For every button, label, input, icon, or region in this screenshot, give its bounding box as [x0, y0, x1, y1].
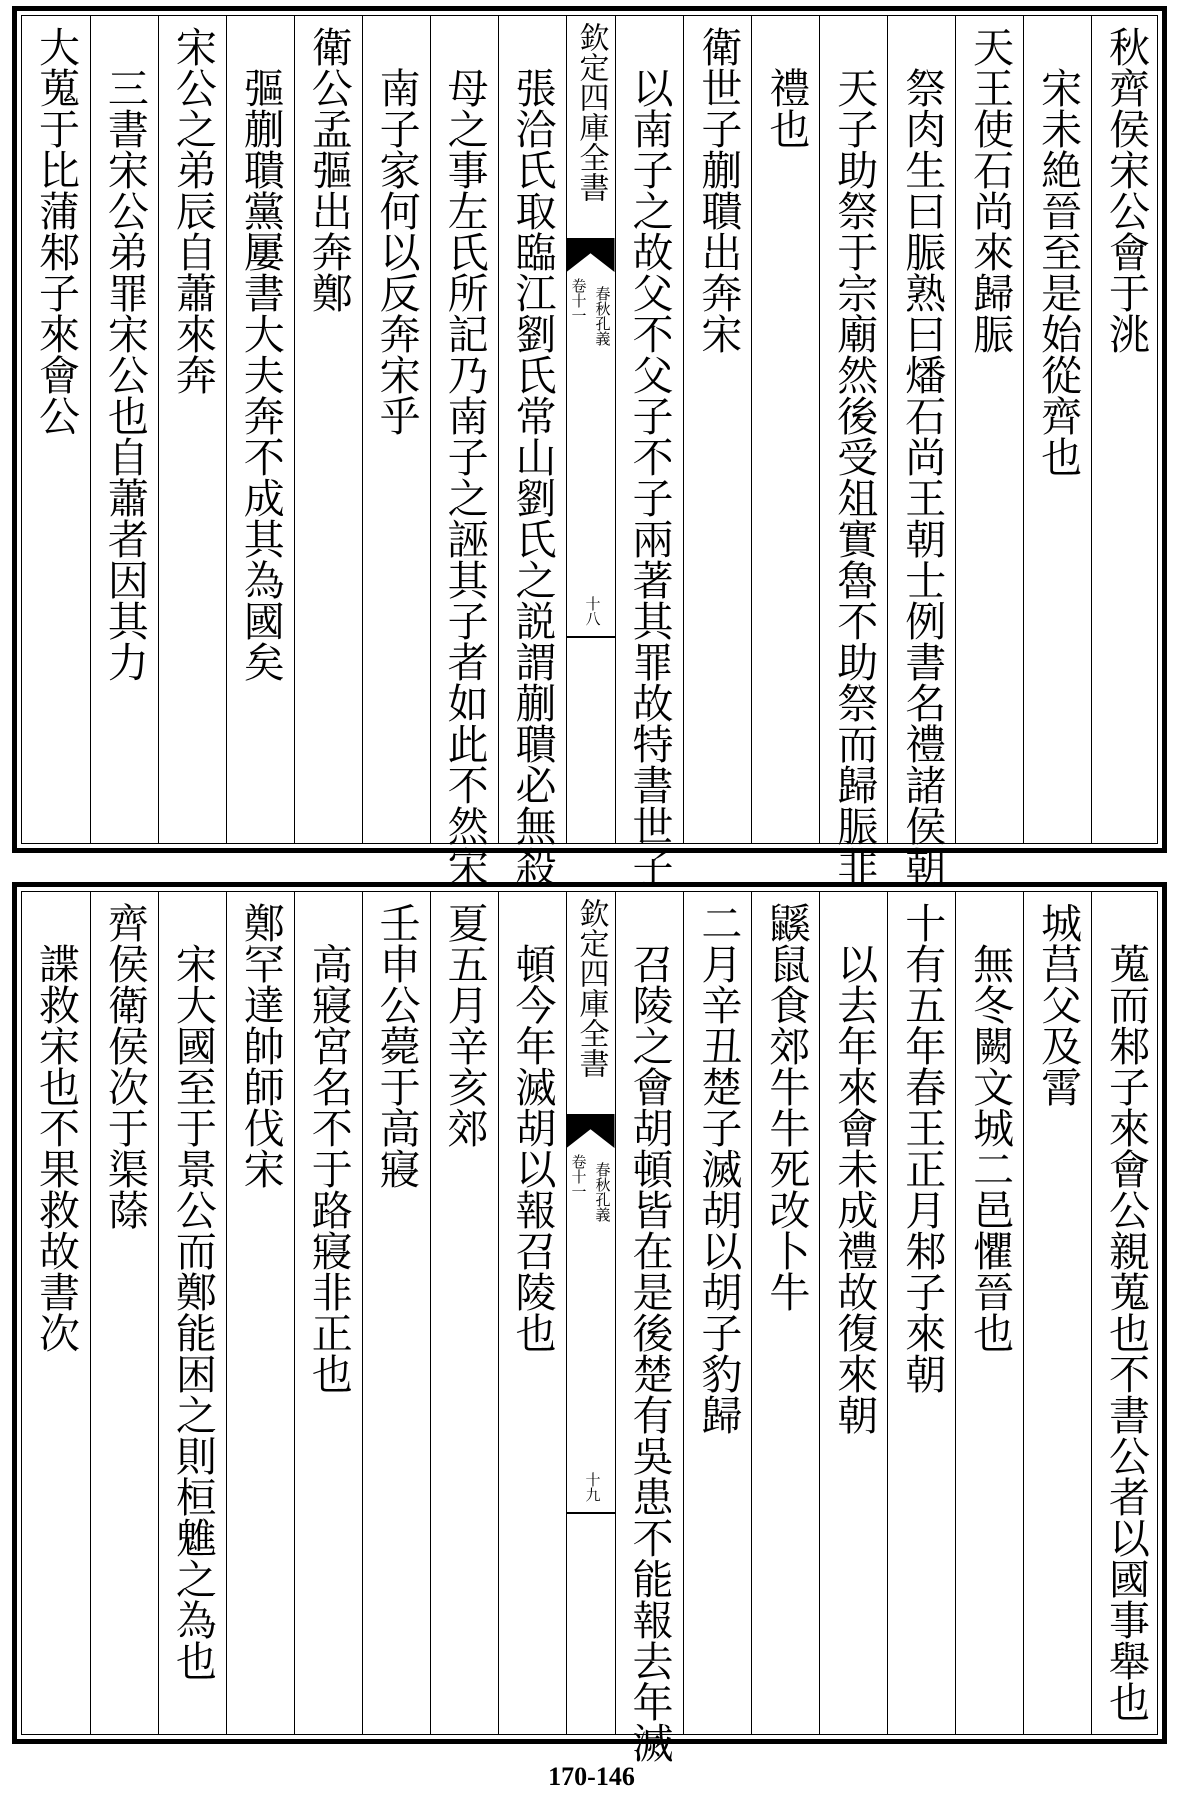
- text-column: [887, 16, 955, 887]
- column-text: 蒐而邾子來會公親蒐也不書公者以國事舉也: [1102, 902, 1151, 1722]
- text-column: [430, 16, 498, 887]
- text-column: [616, 892, 684, 1763]
- text-column: [22, 892, 90, 1734]
- lower-page: [12, 882, 1167, 1763]
- column-text: 祭肉生曰脤熟曰燔石尚王朝士例書名禮諸侯朝: [898, 26, 947, 887]
- column-text: 鼷鼠食郊牛牛死改卜牛: [762, 902, 811, 1312]
- text-column: [90, 892, 158, 1734]
- column-text: 以去年來會未成禮故復來朝: [830, 902, 879, 1435]
- text-column: [751, 892, 819, 1734]
- text-column: [955, 16, 1023, 843]
- text-column: [498, 16, 566, 887]
- page-number: 170-146: [548, 1762, 635, 1791]
- column-text: 齊侯衛侯次于渠蒢: [100, 902, 149, 1230]
- column-text: 張洽氏取臨江劉氏常山劉氏之説謂蒯聵必無殺: [508, 26, 557, 887]
- column-text: 無冬闕文城二邑懼晉也: [966, 902, 1015, 1353]
- column-text: 大蒐于比蒲邾子來會公: [31, 26, 80, 436]
- text-column: [430, 892, 498, 1734]
- column-text: 禮也: [762, 26, 811, 149]
- upper-page: [12, 6, 1167, 887]
- upper-page-frame: [21, 15, 1158, 887]
- folio-rule: [567, 1512, 615, 1514]
- column-text: 城莒父及霄: [1034, 902, 1083, 1107]
- column-text: 天王使石尚來歸脤: [966, 26, 1015, 354]
- column-text: 高寢宮名不于路寢非正也: [304, 902, 353, 1394]
- column-text: 頓今年滅胡以報召陵也: [508, 902, 557, 1353]
- book-title: 春秋孔義: [593, 286, 612, 346]
- text-column: [362, 892, 430, 1734]
- text-column: [1023, 16, 1091, 843]
- column-text: 壬申公薨于高寢: [372, 902, 421, 1189]
- folio-rule: [567, 636, 615, 638]
- text-column: [226, 892, 294, 1734]
- column-text: 諜救宋也不果救故書次: [31, 902, 80, 1353]
- text-column: [683, 16, 751, 843]
- collection-title: 欽定四庫全書: [573, 898, 609, 1078]
- text-column: [887, 892, 955, 1734]
- column-text: 鄭罕達帥師伐宋: [236, 902, 285, 1189]
- text-column: [158, 16, 226, 843]
- text-column: [362, 16, 430, 843]
- text-column: [1023, 892, 1091, 1734]
- text-column: [294, 16, 362, 843]
- center-fold: [566, 892, 616, 1734]
- text-column: [294, 892, 362, 1734]
- column-text: 天子助祭于宗廟然後受俎實魯不助祭而歸脤非: [830, 26, 879, 887]
- fishtail-mark: [567, 238, 615, 272]
- text-column: [1091, 16, 1159, 843]
- folio-number: 十九: [583, 1472, 602, 1502]
- text-column: [90, 16, 158, 843]
- column-text: 衛世子蒯聵出奔宋: [694, 26, 743, 354]
- text-column: [226, 16, 294, 843]
- column-text: 秋齊侯宋公會于洮: [1102, 26, 1151, 354]
- book-title: 春秋孔義: [593, 1162, 612, 1222]
- column-text: 二月辛丑楚子滅胡以胡子豹歸: [694, 902, 743, 1435]
- column-text: 衛公孟彄出奔鄭: [304, 26, 353, 313]
- column-text: 南子家何以反奔宋乎: [372, 26, 421, 436]
- volume-label: 卷十一: [569, 1154, 588, 1199]
- column-text: 彄蒯聵黨屢書大夫奔不成其為國矣: [236, 26, 285, 682]
- collection-title: 欽定四庫全書: [573, 22, 609, 202]
- fishtail-mark: [567, 1114, 615, 1148]
- column-text: 宋未絶晉至是始從齊也: [1034, 26, 1083, 477]
- center-fold: [566, 16, 616, 843]
- column-text: 宋大國至于景公而鄭能困之則桓魋之為也: [168, 902, 217, 1681]
- folio-number: 十八: [583, 596, 602, 626]
- column-text: 召陵之會胡頓皆在是後楚有吳患不能報去年滅: [625, 902, 674, 1763]
- column-text: 母之事左氏所記乃南子之誣其子者如此不然宋: [440, 26, 489, 887]
- text-column: [616, 16, 684, 887]
- column-text: 宋公之弟辰自蕭來奔: [168, 26, 217, 395]
- column-text: 三書宋公弟罪宋公也自蕭者因其力: [100, 26, 149, 682]
- column-text: 以南子之故父不父子不子兩著其罪故特書世子: [625, 26, 674, 887]
- text-column: [819, 16, 887, 887]
- text-column: [22, 16, 90, 843]
- text-column: [498, 892, 566, 1734]
- lower-page-frame: [21, 891, 1158, 1763]
- column-text: 十有五年春王正月邾子來朝: [898, 902, 947, 1394]
- text-column: [751, 16, 819, 843]
- text-column: [1091, 892, 1159, 1734]
- column-text: 夏五月辛亥郊: [440, 902, 489, 1148]
- text-column: [819, 892, 887, 1734]
- text-column: [955, 892, 1023, 1734]
- text-column: [683, 892, 751, 1734]
- text-column: [158, 892, 226, 1734]
- volume-label: 卷十一: [569, 278, 588, 323]
